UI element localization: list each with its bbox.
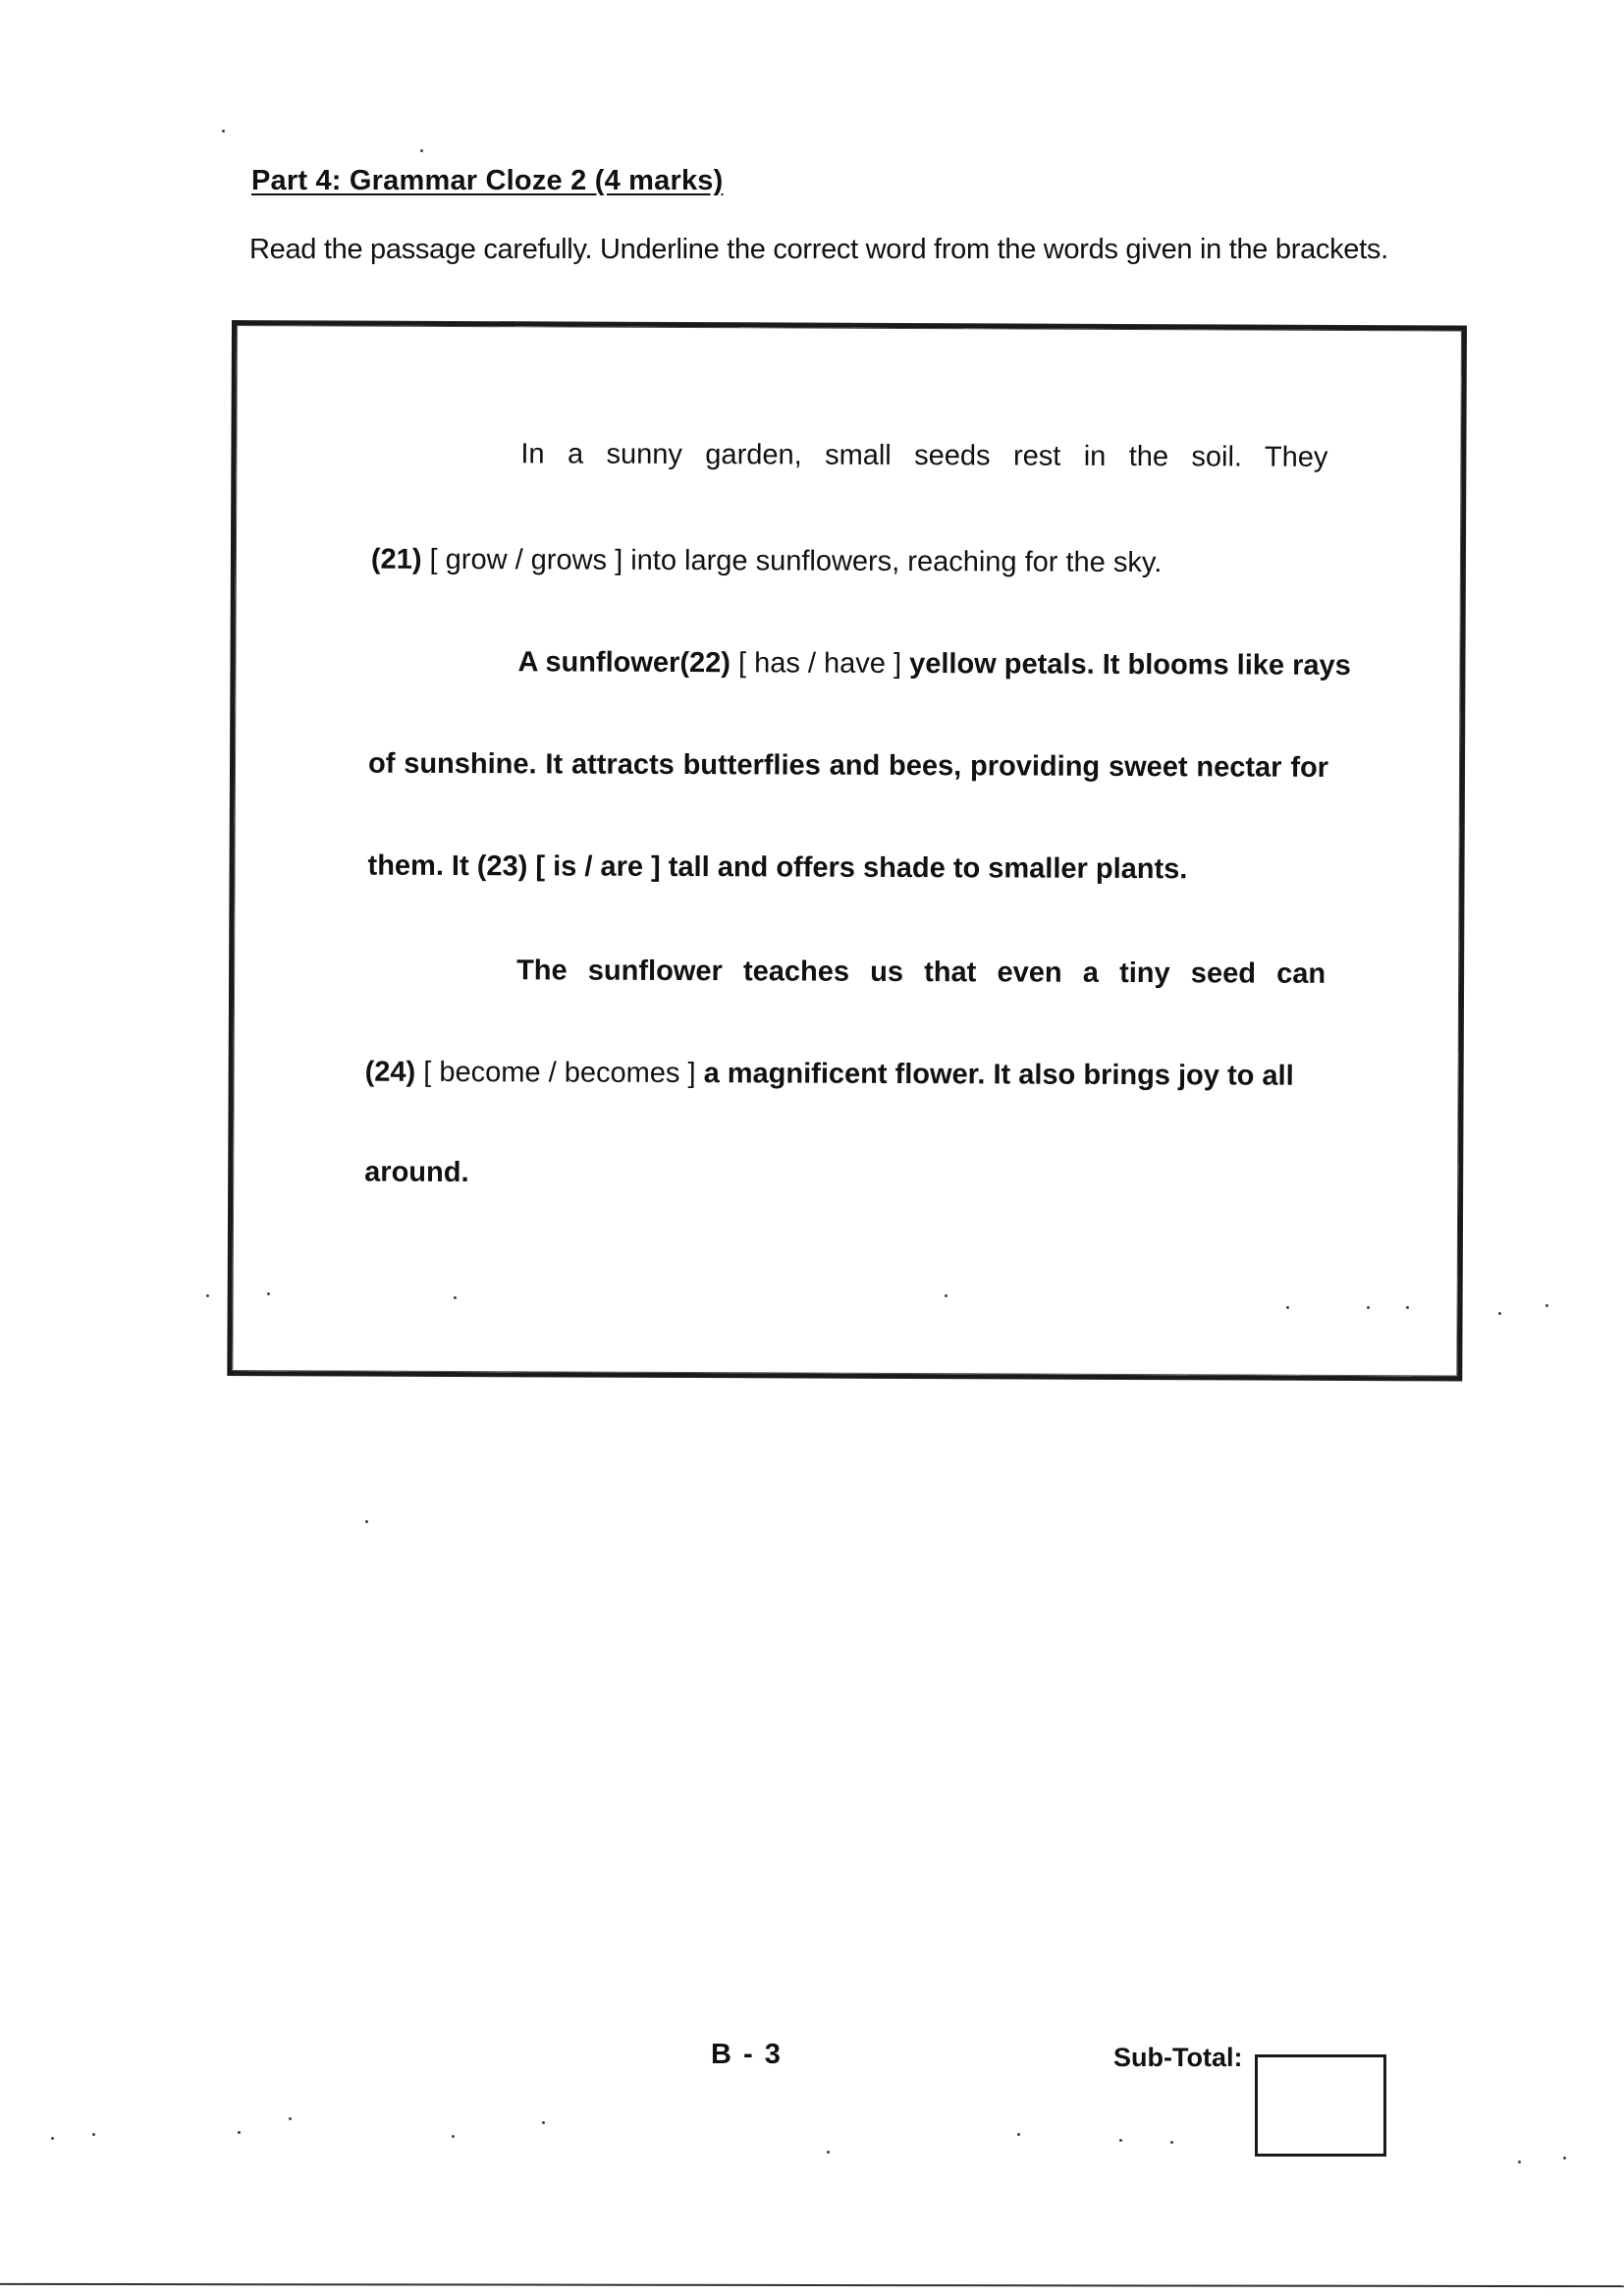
page-number: B - 3 bbox=[711, 2039, 783, 2070]
scan-speck bbox=[1119, 2139, 1122, 2142]
question-21-number: (21) bbox=[370, 543, 422, 575]
scan-speck bbox=[267, 1292, 270, 1295]
scan-speck bbox=[1406, 1306, 1409, 1309]
line7-post: a magnificent flower. It also brings joy to all bbox=[703, 1058, 1294, 1092]
scan-speck bbox=[452, 2135, 455, 2138]
scan-speck bbox=[542, 2121, 545, 2124]
passage-line-6: The sunflower teaches us that even a tiny seed can bbox=[516, 955, 1326, 990]
line5-post: [ is / are ] tall and offers shade to smaller plants. bbox=[535, 850, 1188, 886]
line5-pre: them. It bbox=[367, 849, 469, 883]
subtotal-label: Sub-Total: bbox=[1113, 2043, 1243, 2072]
scan-speck bbox=[420, 149, 423, 152]
scan-speck bbox=[454, 1296, 457, 1299]
scan-speck bbox=[1286, 1306, 1289, 1309]
question-24-number: (24) bbox=[364, 1056, 416, 1088]
scan-speck bbox=[289, 2117, 292, 2120]
scan-speck bbox=[92, 2133, 95, 2136]
scan-speck bbox=[1017, 2133, 1020, 2136]
scan-speck bbox=[945, 1294, 947, 1297]
scan-speck bbox=[206, 1294, 209, 1297]
section-title: Part 4: Grammar Cloze 2 (4 marks) bbox=[251, 165, 724, 196]
question-21-text: [ grow / grows ] into large sunflowers, reaching for the sky. bbox=[429, 543, 1163, 579]
passage-line-7 bbox=[365, 1057, 1327, 1093]
line3-pre: A sunflower bbox=[517, 646, 680, 679]
passage-line-2 bbox=[371, 544, 1163, 580]
passage-line-8: around. bbox=[364, 1156, 469, 1189]
question-22-options: [ has / have ] bbox=[737, 647, 902, 680]
scan-speck bbox=[1563, 2157, 1566, 2159]
instruction-text: Read the passage carefully. Underline the correct word from the words given in the brackets. bbox=[249, 234, 1388, 265]
scan-speck bbox=[827, 2151, 830, 2154]
line3-post: yellow petals. It blooms like rays bbox=[909, 648, 1351, 682]
scan-speck bbox=[238, 2131, 241, 2134]
passage-line-4: of sunshine. It attracts butterflies and bees, providing sweet nectar for bbox=[367, 747, 1329, 784]
bottom-rule bbox=[0, 2283, 1624, 2287]
question-24-options: [ become / becomes ] bbox=[423, 1056, 696, 1090]
scan-speck bbox=[365, 1520, 368, 1523]
scan-speck bbox=[1367, 1306, 1370, 1309]
passage-line-1: In a sunny garden, small seeds rest in the soil. They bbox=[520, 438, 1328, 473]
scan-speck bbox=[1518, 2160, 1521, 2163]
scan-speck bbox=[1498, 1312, 1501, 1315]
scan-speck bbox=[1545, 1304, 1548, 1307]
passage-line-5 bbox=[368, 850, 1188, 887]
scan-speck bbox=[222, 130, 225, 133]
scan-speck bbox=[1170, 2141, 1173, 2144]
question-22-number: (22) bbox=[679, 646, 731, 680]
passage-box bbox=[227, 320, 1467, 1381]
subtotal-box[interactable] bbox=[1255, 2054, 1386, 2157]
scan-speck bbox=[51, 2137, 54, 2140]
question-23-number: (23) bbox=[476, 850, 528, 883]
passage-line-3 bbox=[517, 646, 1351, 683]
